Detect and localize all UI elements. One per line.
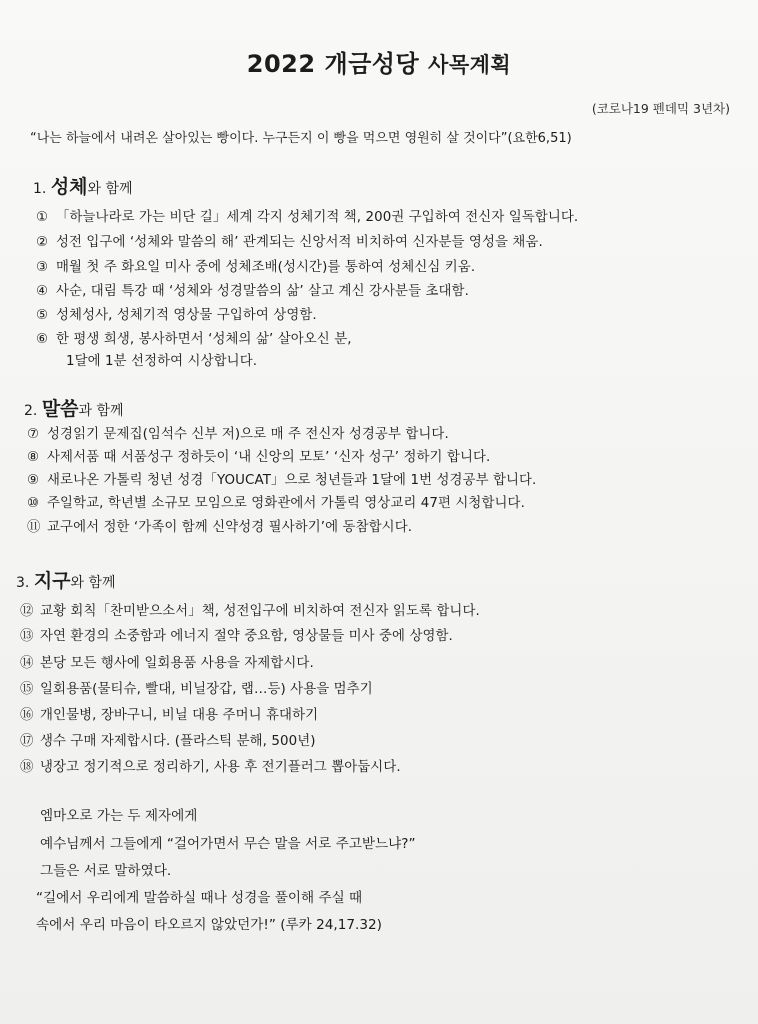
title-sub: 사목계획 xyxy=(428,53,512,77)
closing-line: 그들은 서로 말하였다. xyxy=(40,863,172,879)
section-keyword: 말씀 xyxy=(41,398,79,420)
section-heading-3: 3. 지구와 함께 xyxy=(16,570,116,592)
plan-item: ⑪ 교구에서 정한 ‘가족이 함께 신약성경 필사하기’에 동참합시다. xyxy=(27,520,413,535)
closing-line: 엠마오로 가는 두 제자에게 xyxy=(40,808,198,824)
page-subtitle: (코로나19 펜데믹 3년차) xyxy=(591,101,730,116)
section-heading-1: 1. 성체와 함께 xyxy=(33,176,133,198)
closing-line: “길에서 우리에게 말씀하실 때나 성경을 풀이해 주실 때 xyxy=(36,890,363,906)
scripture-quote: “나는 하늘에서 내려온 살아있는 빵이다. 누구든지 이 빵을 먹으면 영원히 살 것이다”(요한6,51) xyxy=(30,131,572,146)
plan-item: ⑧ 사제서품 때 서품성구 정하듯이 ‘내 신앙의 모토’ ‘신자 성구’ 정하기 합니다. xyxy=(27,450,491,465)
plan-item: ⑩ 주일학교, 학년별 소규모 모임으로 영화관에서 가톨릭 영상교리 47편 시청합니다. xyxy=(27,496,525,511)
plan-item: ⑰ 생수 구매 자제합시다. (플라스틱 분해, 500년) xyxy=(20,734,316,749)
section-keyword: 성체 xyxy=(50,176,88,198)
plan-item: ⑦ 성경읽기 문제집(임석수 신부 저)으로 매 주 전신자 성경공부 합니다. xyxy=(27,427,449,442)
plan-item: ⑮ 일회용품(물티슈, 빨대, 비닐장갑, 랩…등) 사용을 멈추기 xyxy=(20,682,373,697)
page-title xyxy=(0,44,758,79)
section-heading-2: 2. 말씀과 함께 xyxy=(24,398,124,420)
plan-item: ⑱ 냉장고 정기적으로 정리하기, 사용 후 전기플러그 뽑아둡시다. xyxy=(20,760,401,775)
plan-item: ⑭ 본당 모든 행사에 일회용품 사용을 자제합시다. xyxy=(20,656,314,671)
plan-item: ⑤ 성체성사, 성체기적 영상물 구입하여 상영함. xyxy=(36,308,317,323)
plan-item: ⑯ 개인물병, 장바구니, 비닐 대용 주머니 휴대하기 xyxy=(20,708,319,723)
plan-item: ⑫ 교황 회칙「찬미받으소서」책, 성전입구에 비치하여 전신자 읽도록 합니다. xyxy=(20,604,480,619)
plan-item: ① 「하늘나라로 가는 비단 길」세계 각지 성체기적 책, 200권 구입하여 전신자 일독합니다. xyxy=(36,210,579,225)
closing-line: 예수님께서 그들에게 “걸어가면서 무슨 말을 서로 주고받느냐?” xyxy=(40,836,416,852)
plan-item: ⑨ 새로나온 가톨릭 청년 성경「YOUCAT」으로 청년들과 1달에 1번 성경공부 합니다. xyxy=(27,473,537,488)
plan-item: ⑥ 한 평생 희생, 봉사하면서 ‘성체의 삶’ 살아오신 분, xyxy=(36,332,352,347)
plan-item: ② 성전 입구에 ‘성체와 말씀의 해’ 관계되는 신앙서적 비치하여 신자분들 영성을 채움. xyxy=(36,235,543,250)
plan-item-continued: 1달에 1분 선정하여 시상합니다. xyxy=(66,354,258,369)
title-main: 개금성당 xyxy=(324,50,420,78)
section-keyword: 지구 xyxy=(33,570,71,592)
plan-item: ⑬ 자연 환경의 소중함과 에너지 절약 중요함, 영상물들 미사 중에 상영함. xyxy=(20,629,453,644)
plan-item: ③ 매월 첫 주 화요일 미사 중에 성체조배(성시간)를 통하여 성체신심 키움. xyxy=(36,260,476,275)
plan-item: ④ 사순, 대림 특강 때 ‘성체와 성경말씀의 삶’ 살고 계신 강사분들 초대함. xyxy=(36,284,469,299)
title-year: 2022 xyxy=(246,50,316,78)
closing-line: 속에서 우리 마음이 타오르지 않았던가!” (루카 24,17.32) xyxy=(36,917,382,933)
